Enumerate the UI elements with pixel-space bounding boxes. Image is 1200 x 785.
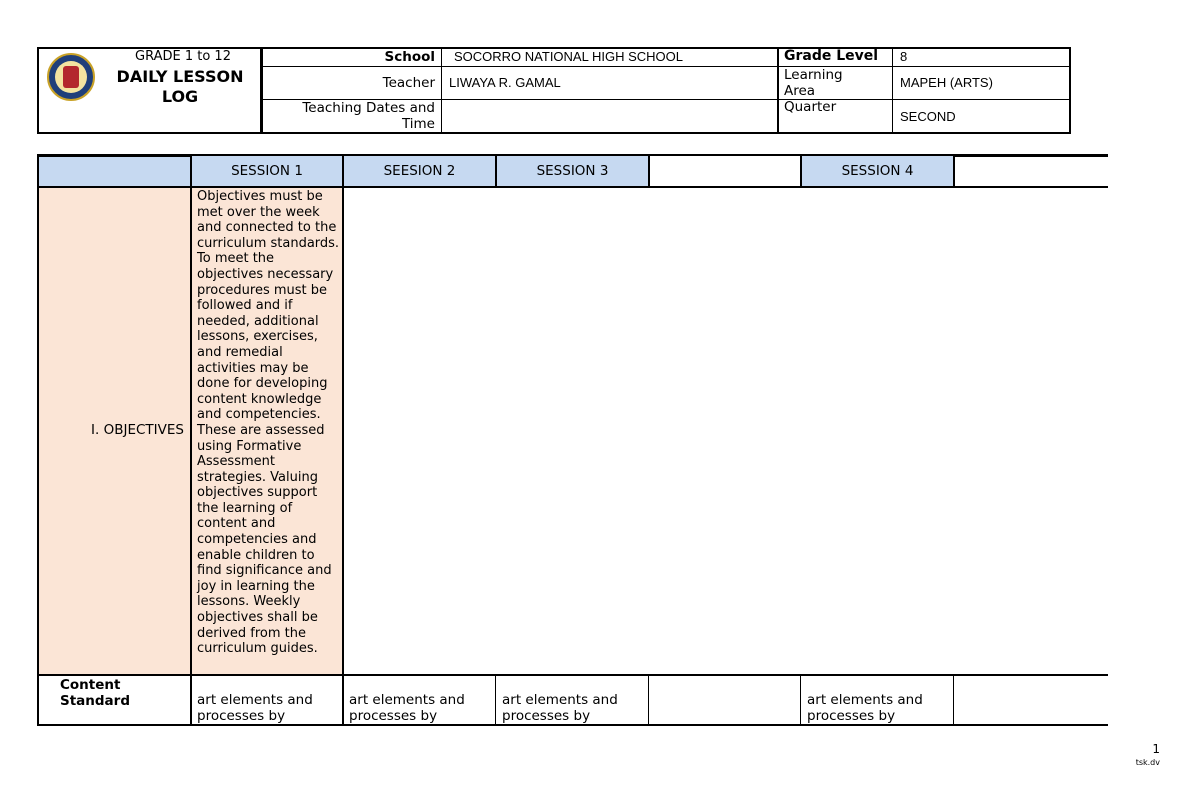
objectives-description: Objectives must be met over the week and connected to the curriculum standards. To meet the objectives necessary procedures must be followed and if needed, additional lessons, exercises, and remedial activities may be done for developing content knowledge and competencies. These are assessed using Formative Assessment strategies. Valuing objectives support the learning of content and competencies and enable children to find significance and joy in learning the lessons. Weekly objectives shall be derived from the curriculum guides. xyxy=(197,189,340,657)
session-header-2: SEESION 2 xyxy=(344,156,495,186)
grade-title: GRADE 1 to 12 xyxy=(135,49,231,64)
content-standard-label-line1: Content xyxy=(60,677,121,693)
quarter-value: SECOND xyxy=(900,109,956,124)
content-standard-session-4: art elements and processes by xyxy=(807,692,923,724)
source-watermark: tsk.dv xyxy=(1135,758,1160,767)
session-header-4: SESSION 4 xyxy=(802,156,953,186)
grade-level-value: 8 xyxy=(900,49,908,64)
quarter-label: Quarter xyxy=(784,99,837,115)
teacher-value: LIWAYA R. GAMAL xyxy=(449,75,561,90)
header-corner-bg xyxy=(37,155,191,187)
content-standard-session-3: art elements and processes by xyxy=(502,692,618,724)
learning-area-label xyxy=(784,67,892,99)
dates-label xyxy=(263,100,441,132)
session-header-1: SESSION 1 xyxy=(192,156,342,186)
school-label: School xyxy=(384,49,435,65)
content-standard-label-line2: Standard xyxy=(60,693,130,709)
school-value: SOCORRO NATIONAL HIGH SCHOOL xyxy=(454,49,683,64)
learning-area-value: MAPEH (ARTS) xyxy=(900,75,993,90)
page-number: 1 xyxy=(1152,742,1160,756)
teacher-label: Teacher xyxy=(382,75,435,91)
learning-area-label-line1: Learning xyxy=(784,67,843,83)
content-standard-session-1: art elements and processes by xyxy=(197,692,313,724)
objectives-label: I. OBJECTIVES xyxy=(91,422,184,438)
dates-label-line1: Teaching Dates and xyxy=(302,100,435,116)
session-header-3: SESSION 3 xyxy=(497,156,648,186)
learning-area-label-line2: Area xyxy=(784,83,816,99)
grade-level-label: Grade Level xyxy=(784,48,879,64)
main-title-line2: LOG xyxy=(161,87,199,106)
main-title-line1: DAILY LESSON xyxy=(116,67,244,86)
session-header-blank xyxy=(650,156,800,186)
content-standard-session-2: art elements and processes by xyxy=(349,692,465,724)
deped-seal-core xyxy=(63,66,79,88)
content-standard-label xyxy=(50,675,190,709)
main-title xyxy=(100,67,260,107)
dates-label-line2: Time xyxy=(401,116,435,132)
content-standard-blank xyxy=(649,691,799,724)
